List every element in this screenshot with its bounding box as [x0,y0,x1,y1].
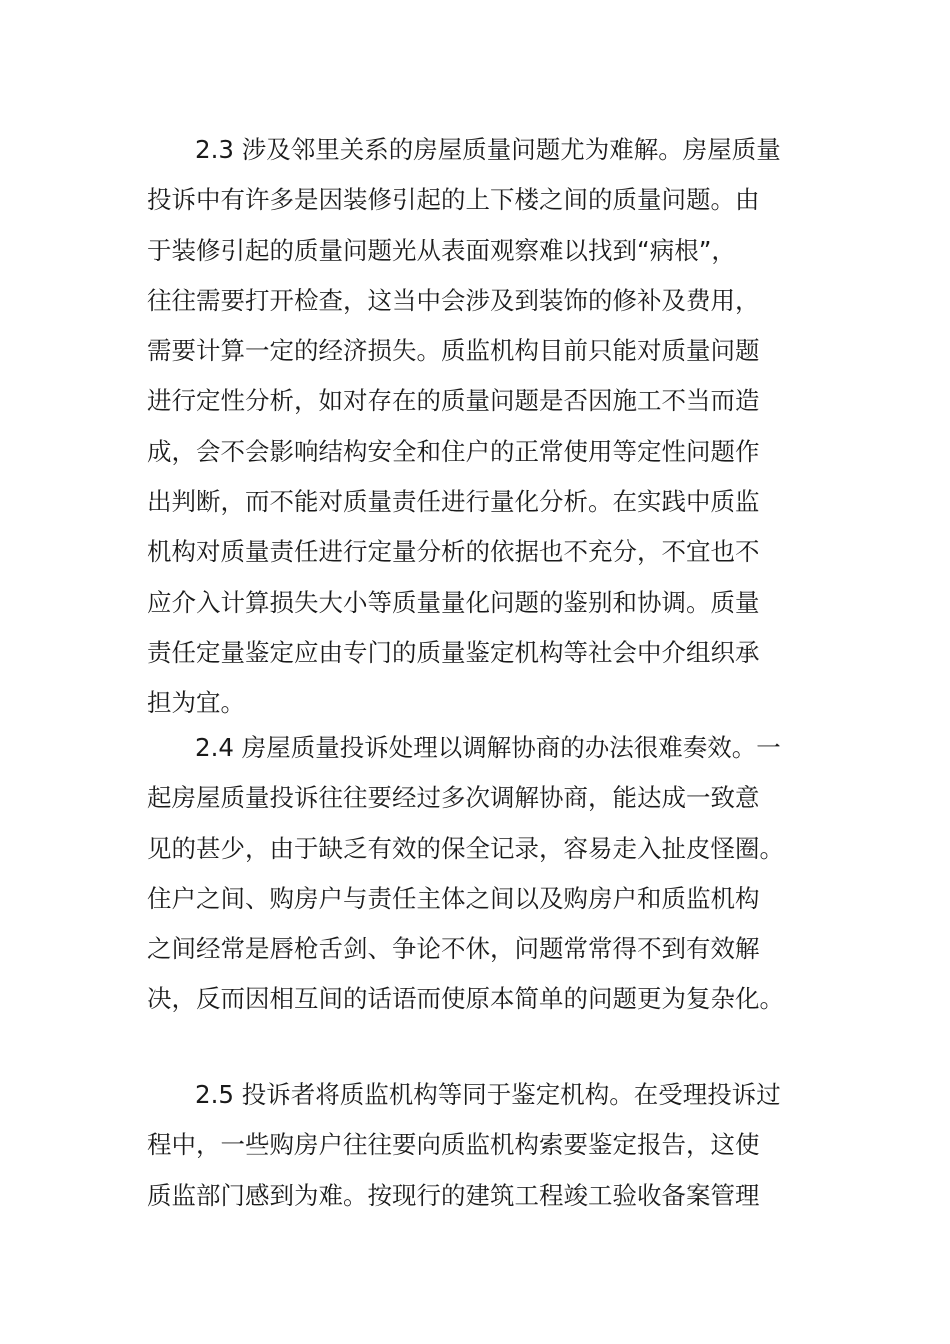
paragraph-line: 责任定量鉴定应由专门的质量鉴定机构等社会中介组织承 [147,637,760,667]
paragraph-2-3 [147,125,807,729]
paragraph-2-4 [147,723,807,1025]
paragraph-line: 2.3 涉及邻里关系的房屋质量问题尤为难解。房屋质量 [195,135,781,164]
paragraph-line: 2.4 房屋质量投诉处理以调解协商的办法很难奏效。一 [195,733,781,762]
paragraph-line: 住户之间、购房户与责任主体之间以及购房户和质监机构 [147,883,760,913]
paragraph-line: 应介入计算损失大小等质量量化问题的鉴别和协调。质量 [147,587,760,617]
paragraph-line: 机构对质量责任进行定量分析的依据也不充分，不宜也不 [147,537,760,567]
paragraph-line: 担为宜。 [147,688,245,718]
paragraph-line: 投诉中有许多是因装修引起的上下楼之间的质量问题。由 [147,185,760,215]
paragraph-line: 需要计算一定的经济损失。质监机构目前只能对质量问题 [147,336,760,366]
paragraph-line: 见的甚少，由于缺乏有效的保全记录，容易走入扯皮怪圈。 [147,833,784,863]
paragraph-2-5 [147,1070,807,1221]
paragraph-line: 成，会不会影响结构安全和住户的正常使用等定性问题作 [147,436,760,466]
paragraph-line: 程中，一些购房户往往要向质监机构索要鉴定报告，这使 [147,1130,760,1160]
paragraph-line: 起房屋质量投诉往往要经过多次调解协商，能达成一致意 [147,783,760,813]
paragraph-line: 于装修引起的质量问题光从表面观察难以找到“病根”， [147,235,736,265]
paragraph-line: 出判断，而不能对质量责任进行量化分析。在实践中质监 [147,487,760,517]
paragraph-line: 决，反而因相互间的话语而使原本简单的问题更为复杂化。 [147,984,784,1014]
paragraph-line: 2.5 投诉者将质监机构等同于鉴定机构。在受理投诉过 [195,1080,781,1109]
paragraph-line: 往往需要打开检查，这当中会涉及到装饰的修补及费用， [147,285,760,315]
paragraph-line: 质监部门感到为难。按现行的建筑工程竣工验收备案管理 [147,1180,760,1210]
paragraph-line: 进行定性分析，如对存在的质量问题是否因施工不当而造 [147,386,760,416]
paragraph-line: 之间经常是唇枪舌剑、争论不休，问题常常得不到有效解 [147,934,760,964]
